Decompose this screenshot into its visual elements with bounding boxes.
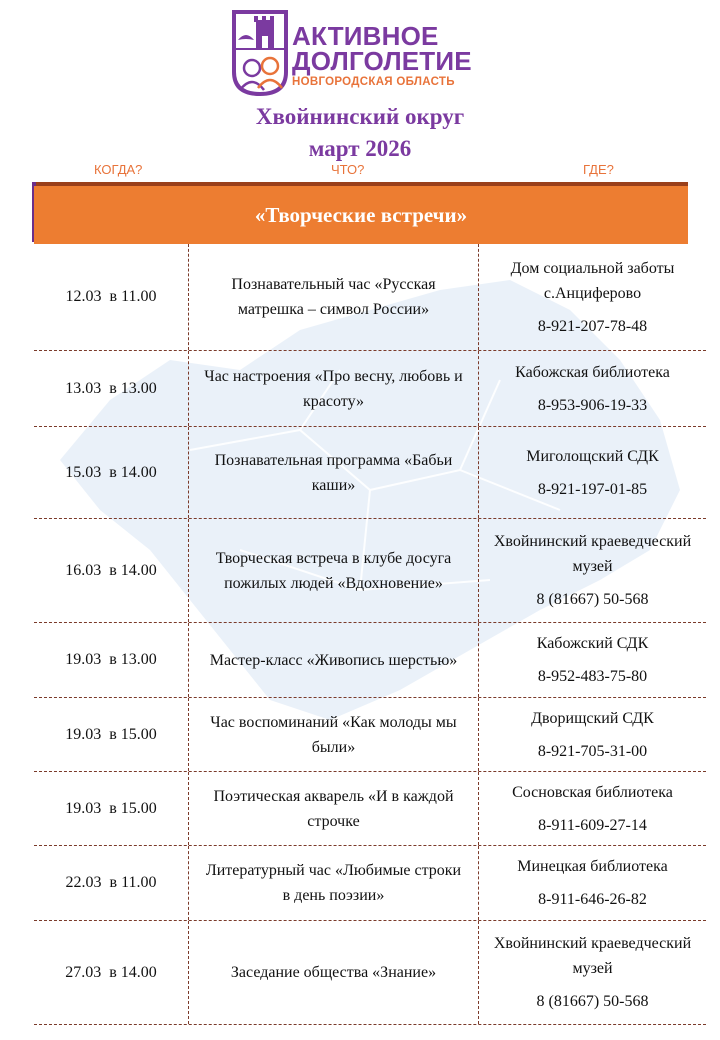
logo: [230, 10, 500, 96]
event-location-cell: [478, 921, 706, 1024]
header-when: КОГДА?: [94, 162, 143, 177]
event-date-cell: [34, 846, 188, 920]
event-location-cell: [478, 244, 706, 350]
event-date: 19.03: [65, 651, 102, 668]
event-phone: 8-953-906-19-33: [537, 396, 648, 414]
table-row: [34, 623, 706, 698]
table-row: [34, 772, 706, 846]
event-title: Творческая встреча в клубе досуга пожилых людей «Вдохновение»: [188, 519, 478, 622]
event-location-cell: [478, 351, 706, 426]
event-time: в 11.00: [109, 288, 157, 305]
event-time: в 11.00: [109, 874, 157, 891]
event-place: Хвойнинский краеведческий музей: [493, 533, 692, 575]
event-date: 15.03: [65, 463, 102, 481]
table-row: [34, 244, 706, 351]
event-place: Кабожский СДК: [536, 635, 649, 652]
event-date-cell: [34, 772, 188, 845]
table-row: [34, 427, 706, 519]
table-row: [34, 921, 706, 1025]
event-place: Дом социальной заботы с.Анциферово: [510, 259, 675, 302]
event-location-cell: [478, 623, 706, 697]
event-location-cell: [478, 427, 706, 518]
event-time: в 14.00: [109, 561, 157, 579]
event-location-cell: [478, 772, 706, 845]
event-place: Миголощский СДК: [526, 447, 659, 465]
event-title: Литературный час «Любимые строки в день поэзии»: [188, 846, 478, 920]
event-title: Час настроения «Про весну, любовь и красоту»: [188, 351, 478, 426]
table-row: [34, 351, 706, 427]
event-time: в 13.00: [109, 379, 157, 397]
event-date: 22.03: [65, 874, 102, 891]
event-date: 19.03: [65, 799, 102, 817]
event-phone: 8-921-197-01-85: [537, 480, 648, 498]
event-time: в 15.00: [109, 725, 157, 743]
event-place: Кабожская библиотека: [515, 363, 670, 381]
section-title: «Творческие встречи»: [34, 186, 688, 244]
event-date: 13.03: [65, 379, 102, 397]
event-time: в 13.00: [109, 651, 157, 668]
events-table: [34, 244, 706, 1025]
event-date: 27.03: [65, 963, 102, 981]
event-date-cell: [34, 623, 188, 697]
event-title: Познавательный час «Русская матрешка – символ России»: [188, 244, 478, 350]
event-date: 19.03: [65, 725, 102, 743]
header-what: ЧТО?: [331, 162, 365, 177]
logo-line-3: НОВГОРОДСКАЯ ОБЛАСТЬ: [292, 76, 455, 88]
event-title: Час воспоминаний «Как молоды мы были»: [188, 698, 478, 771]
event-location-cell: [478, 846, 706, 920]
event-phone: 8 (81667) 50-568: [536, 591, 649, 608]
event-place: Дворищский СДК: [531, 709, 654, 727]
logo-line-2: ДОЛГОЛЕТИЕ: [292, 46, 472, 76]
event-title: Мастер-класс «Живопись шерстью»: [188, 623, 478, 697]
event-phone: 8-911-646-26-82: [538, 891, 647, 908]
event-phone: 8-952-483-75-80: [537, 668, 648, 685]
event-time: в 14.00: [109, 963, 157, 981]
event-time: в 15.00: [109, 799, 157, 817]
month-title: март 2026: [308, 136, 412, 161]
logo-emblem-icon: [230, 10, 290, 96]
event-phone: 8-921-705-31-00: [537, 742, 648, 760]
event-date-cell: [34, 427, 188, 518]
table-row: [34, 519, 706, 623]
event-date: 16.03: [65, 561, 102, 579]
event-phone: 8-921-207-78-48: [537, 317, 648, 335]
event-title: Познавательная программа «Бабьи каши»: [188, 427, 478, 518]
header-where: ГДЕ?: [583, 162, 614, 177]
event-date-cell: [34, 519, 188, 622]
event-phone: 8-911-609-27-14: [538, 816, 647, 834]
logo-line-1: АКТИВНОЕ: [292, 21, 439, 51]
event-place: Хвойнинский краеведческий музей: [493, 935, 692, 977]
event-date-cell: [34, 351, 188, 426]
event-title: Поэтическая акварель «И в каждой строчке: [188, 772, 478, 845]
event-place: Минецкая библиотека: [517, 858, 668, 875]
event-location-cell: [478, 519, 706, 622]
table-row: [34, 846, 706, 921]
event-date-cell: [34, 921, 188, 1024]
table-row: [34, 698, 706, 772]
event-time: в 14.00: [109, 463, 157, 481]
event-date-cell: [34, 244, 188, 350]
event-location-cell: [478, 698, 706, 771]
event-phone: 8 (81667) 50-568: [536, 993, 649, 1010]
region-title: Хвойнинский округ: [255, 104, 465, 129]
event-title: Заседание общества «Знание»: [188, 921, 478, 1024]
event-date: 12.03: [65, 288, 102, 305]
event-date-cell: [34, 698, 188, 771]
event-place: Сосновская библиотека: [512, 783, 673, 801]
